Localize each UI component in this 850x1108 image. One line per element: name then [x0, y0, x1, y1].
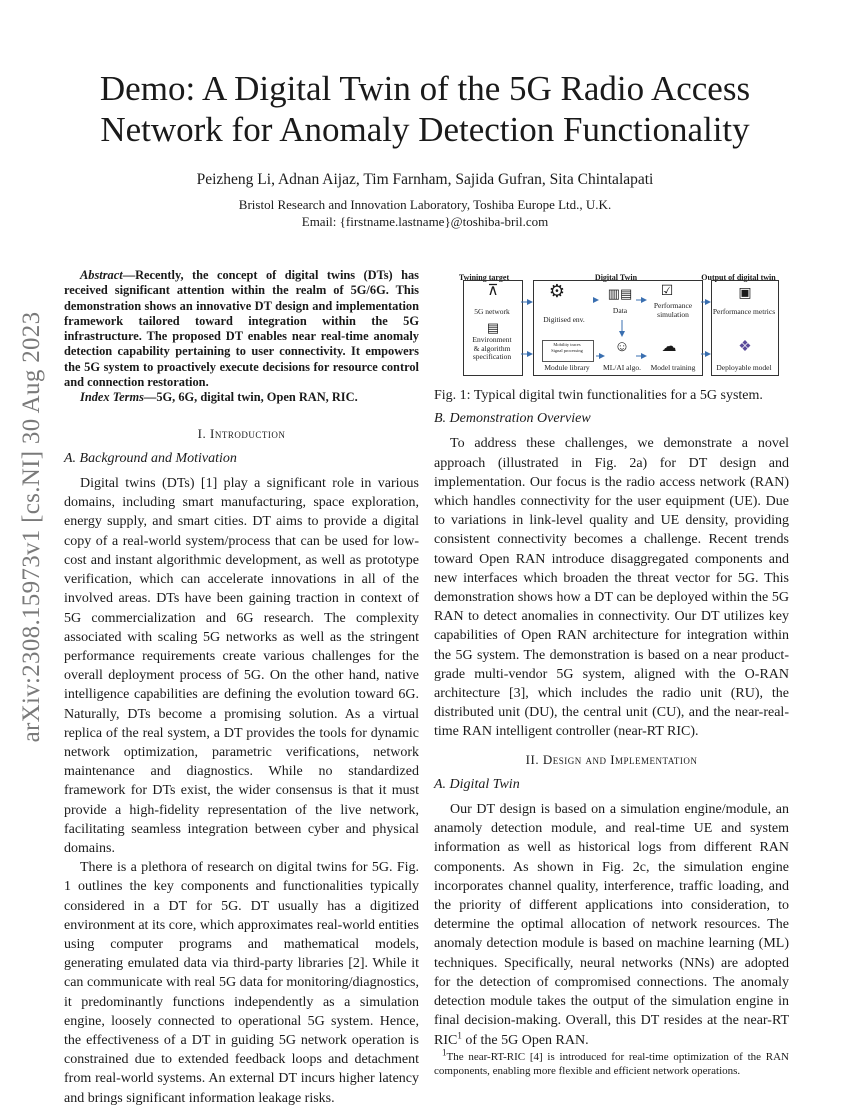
intro-paragraph-1: Digital twins (DTs) [1] play a significant role in various domains, including smart manufacturing, space exploration, energy supply, and smart cities. DT aims to provide a digital copy of a real-world system/process that can be used for low-cost and instant algorithmic development, as well as prototype verification, which can accelerate innovations in all of the involved areas. DTs have been gaining traction in context of 5G commercialization and 6G research. The complexity associated with scaling 5G networks as well as the stringent performance requirements create various challenges for the overall deployment process of 5G. On the other hand, native intelligence capabilities are defining the evolution toward 6G. Naturally, DTs become a promising solution. As a virtual replica of the real system, a DT provides the tools for dynamic network optimization, parametric verifications, network maintenance and diagnostics. While no standardized framework for DTs exist, the wider consensus is that it must provide a high-fidelity representation of the live network, facilitating seamless integration between cyber and physical domains. [64, 476, 419, 856]
label-data: Data [612, 306, 628, 315]
antenna-icon: ⊼ [487, 283, 499, 299]
label-performance-simulation: Performance simulation [653, 301, 693, 319]
abstract [64, 268, 419, 406]
abstract-text: —Recently, the concept of digital twins (DTs) has received significant attention within the realm of 5G/6G. This demonstration shows an innovative DT design and implementation framework tailored toward integration within the 5G infrastructure. The proposed DT enables near real-time anomaly detection capability pertaining to user connectivity. It empowers the 5G system to proactively execute decisions for resource control and connection restoration. [64, 268, 419, 390]
subsection-heading-digital-twin: A. Digital Twin [434, 776, 520, 792]
label-5g-network: 5G network [474, 307, 510, 316]
ml-icon: ☺ [614, 339, 630, 355]
index-terms-label: Index Terms [80, 390, 144, 405]
abstract-paragraph [64, 268, 419, 390]
subsection-heading-demonstration-overview: B. Demonstration Overview [434, 411, 591, 427]
authors: Peizheng Li, Adnan Aijaz, Tim Farnham, Sajida Gufran, Sita Chintalapati [196, 171, 654, 188]
label-performance-metrics: Performance metrics [712, 307, 776, 316]
digital-twin-paragraph [434, 800, 789, 1050]
arxiv-identifier: arXiv:2308.15973v1 [cs.NI] 30 Aug 2023 [18, 311, 45, 743]
section-heading-introduction: I. Introduction [197, 425, 286, 441]
cloud-gear-icon: ☁ [661, 339, 677, 355]
data-icon: ▥▤ [607, 286, 633, 301]
right-column [434, 268, 789, 1078]
affiliation: Bristol Research and Innovation Laboratory, Toshiba Europe Ltd., U.K. [238, 197, 612, 212]
label-ml-ai-algo: ML/AI algo. [603, 363, 641, 372]
footnote-ref: 1 [457, 1029, 462, 1040]
index-terms-text: —5G, 6G, digital twin, Open RAN, RIC. [143, 390, 358, 405]
index-terms [64, 390, 419, 405]
figure-header-twining-target: Twining target [458, 273, 510, 282]
label-model-training: Model training [650, 363, 696, 372]
digital-twin-text: Our DT design is based on a simulation engine/module, an anamoly detection module, and real-time UE and system information as well as historical logs from different RAN components. As shown in Fig. 2c, the simulation engine incorporates channel quality, interference, traffic loading, and the priority of different applications into consideration, to determine the optimal allocation of network resources. The anomaly detection module is based on machine learning (ML) techniques. Specifically, neural networks (NNs) are adopted for the detection of compromised connections. The anomaly detection module takes the output of the simulation engine in final decision-making. Overall, this DT resides at the near-RT RIC [434, 802, 789, 1048]
network-model-icon: ❖ [738, 339, 752, 355]
footnote [434, 1047, 789, 1078]
digital-twin-text-tail: of the 5G Open RAN. [461, 1032, 589, 1048]
label-module-library: Module library [544, 363, 590, 372]
figure-1-caption: Fig. 1: Typical digital twin functionalities for a 5G system. [434, 388, 763, 403]
footnote-mark: 1 [442, 1047, 447, 1058]
dashboard-icon: ▣ [738, 286, 752, 301]
figure-1 [446, 268, 781, 380]
demo-paragraph: To address these challenges, we demonstrate a novel approach (illustrated in Fig. 2a) for DT design and implementation. Our focus is the radio access network (RAN) which handles connectivity for the user equipment (UE). Due to variations in link-level quality and UE density, providing consistent connectivity becomes a challenge. Recent trends toward Open RAN introduce disaggregated components and new interfaces which broaden the threat vector for 5G. This demonstration shows how a DT can be deployed within the 5G RAN to detect anomalies in connectivity. Our DT utilizes key capabilities of Open RAN architecture for integration within the 5G system. The demonstration is based on a near product-grade multi-vendor 5G system, aligned with the O-RAN architecture [3], which includes the radio unit (RU), the distributed unit (DU), the central unit (CU), and the near-real-time RAN intelligent controller (near-RT RIC). [434, 436, 789, 740]
paper-title [60, 68, 790, 150]
affiliation-block [60, 196, 790, 230]
brain-icon: ⚙ [548, 281, 566, 301]
label-environment: Environment & algorithm specification [472, 335, 512, 361]
section-heading-design: II. Design and Implementation [525, 751, 698, 767]
title-line-1: Demo: A Digital Twin of the 5G Radio Access [99, 69, 751, 108]
left-column [64, 268, 419, 1108]
checklist-icon: ☑ [660, 284, 674, 299]
abstract-label: Abstract [80, 268, 123, 282]
label-digitised-env: Digitised env. [543, 315, 585, 324]
figure-header-output: Output of digital twin [701, 273, 776, 282]
intro-paragraph-2: There is a plethora of research on digital twins for 5G. Fig. 1 outlines the key components and functionalities typically considered in a DT for 5G. DT usually has a digitized environment at its core, which approximates real-world entities using computer programs and mathematical models, generating emulated data via third-party libraries [2]. While it can communicate with real 5G data for monitoring/diagnostics, it predominantly functions independently as a simulation engine, loosely connected to operational 5G system. Hence, the effectiveness of a DT in guiding 5G network operation is constrained due to extended feedback loops and detachment from real-world systems. An external DT incurs higher latency and brings significant information leakage risks. [64, 860, 419, 1106]
title-line-2: Network for Anomaly Detection Functionality [100, 110, 750, 149]
label-deployable-model: Deployable model [716, 363, 772, 372]
label-mini-modules: Mobility traces Signal processing [551, 342, 583, 353]
footnote-text: The near-RT-RIC [4] is introduced for real-time optimization of the RAN components, enabling more flexible and efficient network operations. [434, 1050, 789, 1077]
email: Email: {firstname.lastname}@toshiba-bril.com [301, 214, 549, 229]
subsection-heading-background: A. Background and Motivation [64, 450, 237, 466]
figure-header-digital-twin: Digital Twin [594, 273, 638, 282]
document-icon: ▤ [486, 320, 500, 335]
